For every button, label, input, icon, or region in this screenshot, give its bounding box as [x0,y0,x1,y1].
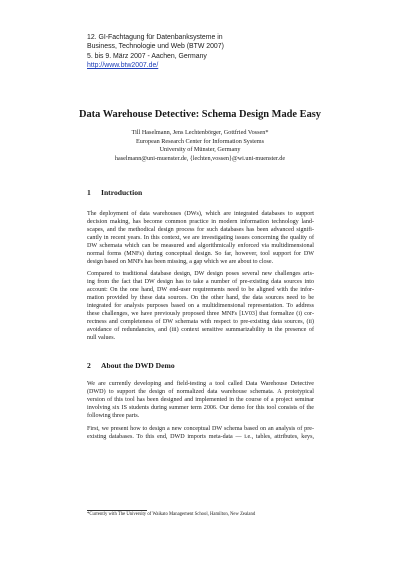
text-line: mation provided by these data sources. On the other hand, the data sources need to be [87,295,314,302]
text-line: following three parts. [87,413,140,420]
footnote: *Currently with The University of Waikato Management School, Hamilton, New Zealand [87,512,256,517]
paragraph [87,380,314,420]
text-line: version of this tool has been designed and implemented in the course of a project seminar [87,397,314,404]
venue-line: 5. bis 9. März 2007 - Aachen, Germany [87,52,207,60]
text-line: Compared to traditional database design, DW design poses several new challenges aris- [87,271,314,277]
text-line: design based on MNFs has been missing, a gap which we are about to close. [87,259,274,266]
author-emails: haselmann@uni-muenster.de, {lechten,vossen}@wi.uni-muenster.de [114,154,286,162]
author-block [60,129,340,163]
section-title: Introduction [101,188,143,197]
text-line: (DWD) to support the design of normalized data warehouse schemata. A prototypical [87,389,314,396]
venue-line: 12. GI-Fachtagung für Datenbanksysteme in [87,34,223,41]
author-names: Till Haselmann, Jens Lechtenbörger, Gottfried Vossen* [131,129,269,136]
text-line: existing databases. To this end, DWD imports meta-data — i.e., tables, attributes, keys, [87,434,314,441]
text-line: rectness and completeness of DW schemata with respect to pre-existing data sources, (ii) [87,319,314,326]
venue-url-link[interactable]: http://www.btw2007.de/ [87,62,159,70]
section-heading-introduction [87,188,317,198]
text-line: integrated for analysis purposes based on a multidimensional representation. To address [87,303,314,310]
text-line: DW schemata which can be measured and algorithmically enforced via multidimensional [87,243,314,250]
author-university: University of Münster, Germany [159,146,241,154]
paragraph [87,270,314,342]
text-line: involving six IS students during summer term 2006. Our demo for this tool consists of the [87,405,314,412]
text-line: cantly in recent years. In this context, we are investigating issues concerning the quality of [87,235,314,242]
venue-header [87,33,307,71]
section-number: 2 [87,361,91,370]
text-line: scapes, and the methodical design process for such databases has been advanced signifi- [87,227,314,234]
text-line: account: On the one hand, DW end-user requirements need to be aligned with the infor- [87,287,314,294]
paper-title: Data Warehouse Detective: Schema Design Made Easy [78,109,322,120]
author-affiliation: European Research Center for Information Systems [135,137,264,145]
paragraph [87,425,314,441]
text-line: normal forms (MNFs) during conceptual design. So far, however, tool support for DW [87,251,314,258]
paragraph [87,210,314,266]
text-line: these challenges, we have previously proposed three MNFs [LV03] that formalize (i) cor- [87,311,314,318]
footnote-rule [87,510,147,511]
text-line: We are currently developing and field-testing a tool called Data Warehouse Detective [87,381,314,387]
text-line: avoidance of redundancies, and (iii) context sensitive summarizability in the presence of [87,327,314,334]
text-line: ing from the fact that DW design has to take a number of pre-existing data sources into [87,279,314,286]
text-line: The deployment of data warehouses (DWs), which are integrated databases to support [87,211,314,217]
section-title: About the DWD Demo [101,361,175,370]
section-heading-about-dwd-demo [87,361,317,371]
text-line: decision making, has become common practice in modern information technology land- [87,219,314,226]
text-line: First, we present how to design a new conceptual DW schema based on an analysis of pre- [87,426,314,432]
section-number: 1 [87,188,91,197]
text-line: null values. [87,335,116,342]
venue-line: Business, Technologie und Web (BTW 2007) [87,43,224,51]
